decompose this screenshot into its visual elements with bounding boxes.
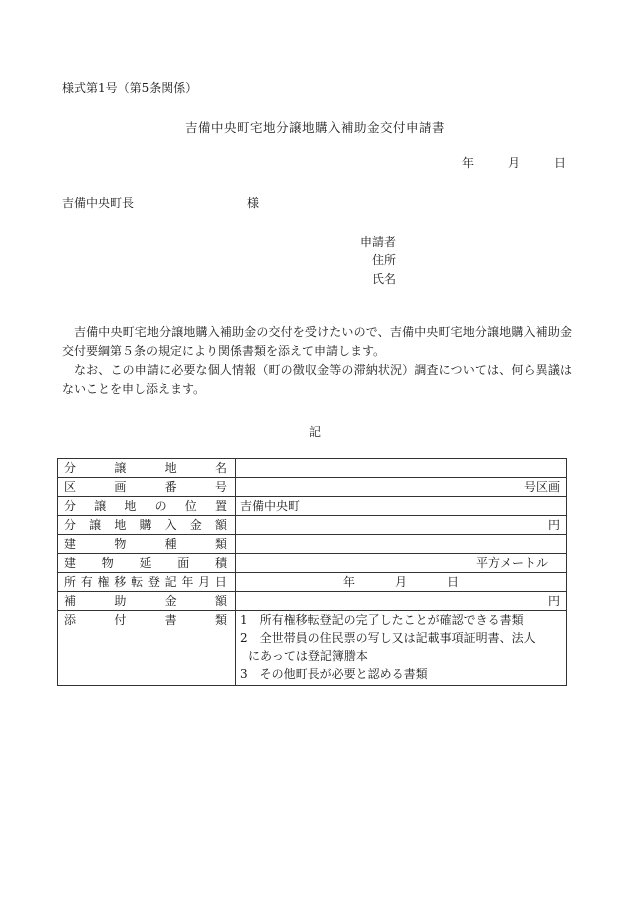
label-char: 所 [64,575,77,589]
row-value [236,535,567,554]
applicant-label: 申請者 [360,235,397,249]
justified-label [64,611,227,629]
attachment-item: 3 その他町長が必要と認める書類 [240,667,428,681]
label-char: 類 [214,537,227,551]
addressee-honorific: 様 [247,196,260,210]
justified-label [64,516,227,534]
reg-date-day: 日 [447,575,460,589]
document-title: 吉備中央町宅地分譲地購入補助金交付申請書 [184,120,445,135]
label-char: 建 [64,537,77,551]
label-char: 日 [214,575,227,589]
row-label [58,554,236,573]
table-row [58,554,567,573]
applicant-name-label: 氏名 [372,272,397,286]
label-char: 譲 [114,461,127,475]
label-char: 物 [114,537,127,551]
row-value: 円 [236,516,567,535]
row-value: 円 [236,592,567,611]
label-char: 譲 [94,499,107,513]
label-char: 購 [139,518,152,532]
label-char: 月 [198,575,211,589]
label-char: 額 [214,594,227,608]
row-value: 平方メートル [236,554,567,573]
row-label [58,478,236,497]
label-char: 面 [177,556,190,570]
justified-label [64,573,227,591]
label-char: 地 [114,518,127,532]
table-row [58,516,567,535]
label-char: 類 [214,613,227,627]
label-char: 積 [214,556,227,570]
label-char: 額 [214,518,227,532]
label-char: 記 [164,575,177,589]
label-char: 地 [124,499,137,513]
justified-label [64,535,227,553]
label-char: 助 [114,594,127,608]
reg-date-month: 月 [394,575,407,589]
label-char: 譲 [89,518,102,532]
table-row [58,592,567,611]
form-number: 様式第1号（第5条関係） [62,81,198,95]
label-char: 金 [189,518,202,532]
justified-label [64,497,227,515]
label-char: 分 [64,499,77,513]
label-char: 添 [64,613,77,627]
row-label [58,516,236,535]
label-char: 登 [147,575,160,589]
applicant-address-label: 住所 [372,253,397,267]
label-char: 地 [164,461,177,475]
label-char: 名 [214,461,227,475]
label-char: 付 [114,613,127,627]
label-char: 金 [164,594,177,608]
label-char: 書 [164,613,177,627]
label-char: 置 [214,499,227,513]
label-char: 延 [139,556,152,570]
row-label [58,573,236,592]
justified-label [64,459,227,477]
row-value: 吉備中央町 [236,497,567,516]
row-label [58,611,236,686]
row-value-date [236,573,567,592]
date-year: 年 [461,156,474,170]
attachment-item: 1 所有権移転登記の完了したことが確認できる書類 [240,613,524,627]
body-text [62,323,572,399]
justified-label [64,478,227,496]
label-char: 号 [214,480,227,494]
label-char: 分 [64,518,77,532]
label-char: 番 [164,480,177,494]
application-table [57,458,567,686]
table-row [58,573,567,592]
table-row [58,497,567,516]
addressee-name: 吉備中央町長 [62,196,135,210]
date-line [462,155,566,171]
ki-label: 記 [308,425,321,439]
date-day: 日 [553,156,566,170]
label-char: 移 [114,575,127,589]
label-char: 区 [64,480,77,494]
table-row [58,459,567,478]
row-label [58,592,236,611]
attachment-item: にあっては登記簿謄本 [248,649,368,663]
body-paragraph-2: なお、この申請に必要な個人情報（町の徴収金等の滞納状況）調査については、何ら異議はないことを申し添えます。 [62,363,572,396]
date-month: 月 [507,156,520,170]
label-char: 有 [80,575,93,589]
row-value: 号区画 [236,478,567,497]
label-char: 物 [101,556,114,570]
label-char: 建 [64,556,77,570]
table-row [58,611,567,686]
body-paragraph-1: 吉備中央町宅地分譲地購入補助金の交付を受けたいので、吉備中央町宅地分譲地購入補助金交付要綱第５条の規定により関係書類を添えて申請します。 [62,325,572,358]
label-char: 補 [64,594,77,608]
label-char: の [154,499,167,513]
table-row [58,535,567,554]
label-char: 権 [97,575,110,589]
label-char: 年 [181,575,194,589]
label-char: 位 [184,499,197,513]
label-char: 分 [64,461,77,475]
table-row [58,478,567,497]
justified-label [64,592,227,610]
label-char: 入 [164,518,177,532]
row-label [58,535,236,554]
row-label [58,497,236,516]
label-char: 画 [114,480,127,494]
attachment-item: 2 全世帯員の住民票の写し又は記載事項証明書、法人 [240,631,536,645]
attachments-cell [236,611,567,686]
row-value [236,459,567,478]
label-char: 転 [131,575,144,589]
label-char: 種 [164,537,177,551]
justified-label [64,554,227,572]
reg-date-year: 年 [342,575,355,589]
row-label [58,459,236,478]
